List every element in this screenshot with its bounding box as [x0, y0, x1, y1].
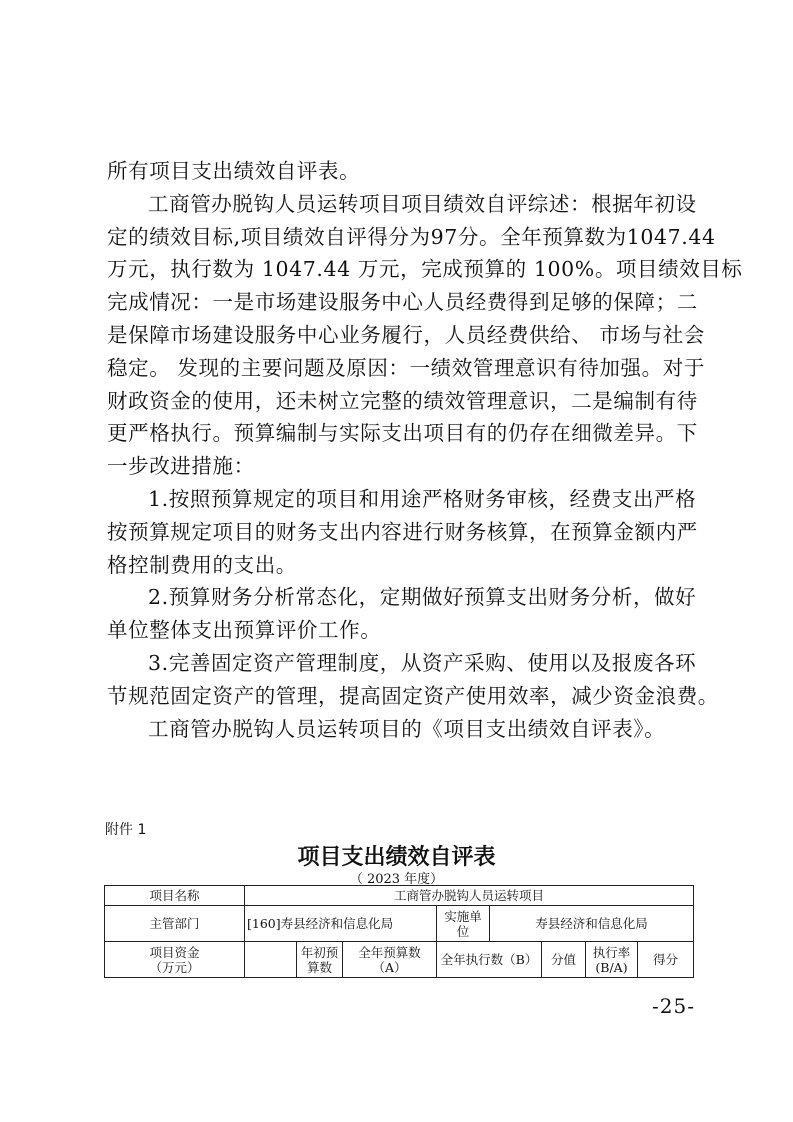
text-line: 稳定。 发现的主要问题及原因：一绩效管理意识有待加强。对于	[107, 355, 705, 380]
score-value-header: 分值	[542, 942, 586, 978]
text-line: 一步改进措施：	[107, 454, 255, 479]
project-funds-label: 项目资金 （万元）	[105, 942, 245, 978]
text-line: 工商管办脱钩人员运转项目的《项目支出绩效自评表》。	[148, 716, 666, 741]
annual-executed-header: 全年执行数（B）	[437, 942, 542, 978]
text-line: 完成情况：一是市场建设服务中心人员经费得到足够的保障；二	[107, 290, 698, 315]
project-name-value: 工商管办脱钩人员运转项目	[245, 886, 694, 906]
text-line: 节规范固定资产的管理，提高固定资产使用效率，减少资金浪费。	[107, 683, 719, 708]
text-line: 1.按照预算规定的项目和用途严格财务审核，经费支出严格	[148, 487, 697, 511]
text-line: 3.完善固定资产管理制度，从资产采购、使用以及报废各环	[148, 651, 697, 675]
blank-cell	[245, 942, 297, 978]
implementing-unit-label: 实施单位	[437, 906, 490, 942]
text-line: 按预算规定项目的财务支出内容进行财务核算，在预算金额内严	[107, 519, 698, 544]
initial-budget-header: 年初预算数	[297, 942, 343, 978]
department-value: [160]寿县经济和信息化局	[245, 906, 437, 942]
table-row	[105, 942, 694, 978]
department-label: 主管部门	[105, 906, 245, 942]
text-line: 所有项目支出绩效自评表。	[107, 159, 361, 183]
project-name-label: 项目名称	[105, 886, 245, 906]
page-number: -25-	[652, 994, 695, 1018]
attachment-label: 附件 1	[105, 822, 147, 838]
implementing-unit-value: 寿县经济和信息化局	[490, 906, 694, 942]
text-line: 是保障市场建设服务中心业务履行，人员经费供给、 市场与社会	[107, 323, 705, 347]
table-row	[105, 906, 694, 942]
score-header: 得分	[638, 942, 694, 978]
form-year: （ 2023 年度）	[349, 872, 444, 887]
table-row	[105, 886, 694, 906]
text-line: 格控制费用的支出。	[107, 552, 297, 577]
text-line: 定的绩效目标,项目绩效自评得分为97分。全年预算数为1047.44	[107, 224, 716, 249]
annual-budget-header: 全年预算数（A）	[343, 942, 437, 978]
text-line: 财政资金的使用，还未树立完整的绩效管理意识，二是编制有待	[107, 388, 698, 413]
text-line: 2.预算财务分析常态化，定期做好预算支出财务分析，做好	[148, 585, 697, 610]
form-title: 项目支出绩效自评表	[297, 845, 496, 870]
execution-rate-header: 执行率 (B/A)	[586, 942, 638, 978]
text-line: 更严格执行。预算编制与实际支出项目有的仍存在细微差异。下	[107, 421, 698, 446]
text-line: 工商管办脱钩人员运转项目项目绩效自评综述：根据年初设	[148, 191, 697, 216]
text-line: 万元，执行数为 1047.44 万元，完成预算的 100%。项目绩效目标	[107, 257, 743, 282]
self-evaluation-table	[104, 885, 694, 978]
text-line: 单位整体支出预算评价工作。	[107, 618, 382, 643]
